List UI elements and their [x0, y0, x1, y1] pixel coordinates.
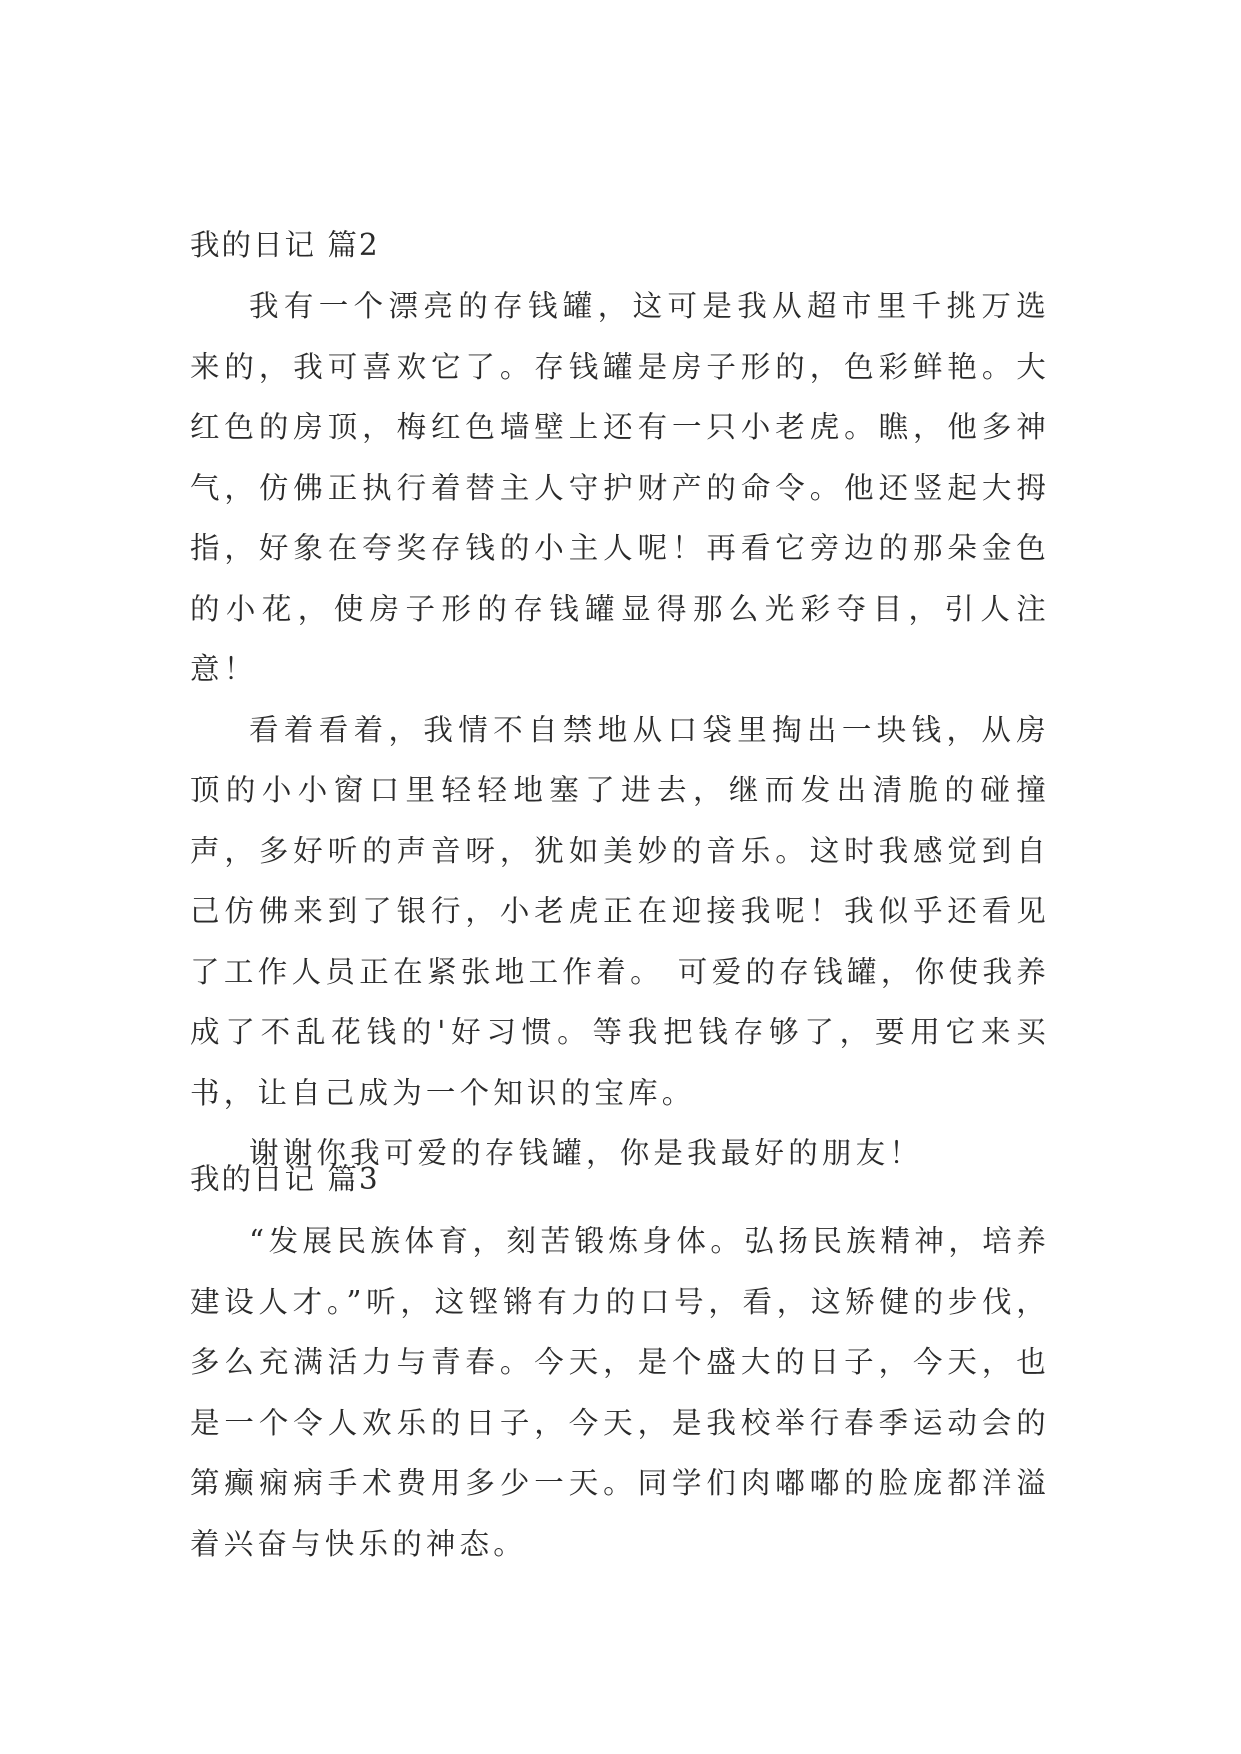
section-title: 我的日记 篇2	[190, 228, 380, 262]
paragraph: 我有一个漂亮的存钱罐，这可是我从超市里千挑万选来的，我可喜欢它了。存钱罐是房子形的，色彩鲜艳。大红色的房顶，梅红色墙壁上还有一只小老虎。瞧，他多神气，仿佛正执行着替主人守护财产的命令。他还竖起大拇指，好象在夸奖存钱的小主人呢！再看它旁边的那朵金色的小花，使房子形的存钱罐显得那么光彩夺目，引人注意！	[190, 289, 1050, 686]
section-title: 我的日记 篇3	[190, 1162, 380, 1196]
paragraph: 谢谢你我可爱的存钱罐，你是我最好的朋友！	[249, 1136, 924, 1170]
section-body	[190, 1211, 1050, 1574]
paragraph: 看着看着，我情不自禁地从口袋里掏出一块钱，从房顶的小小窗口里轻轻地塞了进去，继而发出清脆的碰撞声，多好听的声音呀，犹如美妙的音乐。这时我感觉到自己仿佛来到了银行，小老虎正在迎接我呢！我似乎还看见了工作人员正在紧张地工作着。 可爱的存钱罐，你使我养成了不乱花钱的'好习惯。等我把钱存够了，要用它来买书，让自己成为一个知识的宝库。	[190, 712, 1050, 1110]
section-body	[190, 276, 1050, 1184]
paragraph: “发展民族体育，刻苦锻炼身体。弘扬民族精神，培养建设人才。”听，这铿锵有力的口号，看，这矫健的步伐，多么充满活力与青春。今天，是个盛大的日子，今天，也是一个令人欢乐的日子，今天，是我校举行春季运动会的第癫痫病手术费用多少一天。同学们肉嘟嘟的脸庞都洋溢着兴奋与快乐的神态。	[190, 1224, 1050, 1561]
